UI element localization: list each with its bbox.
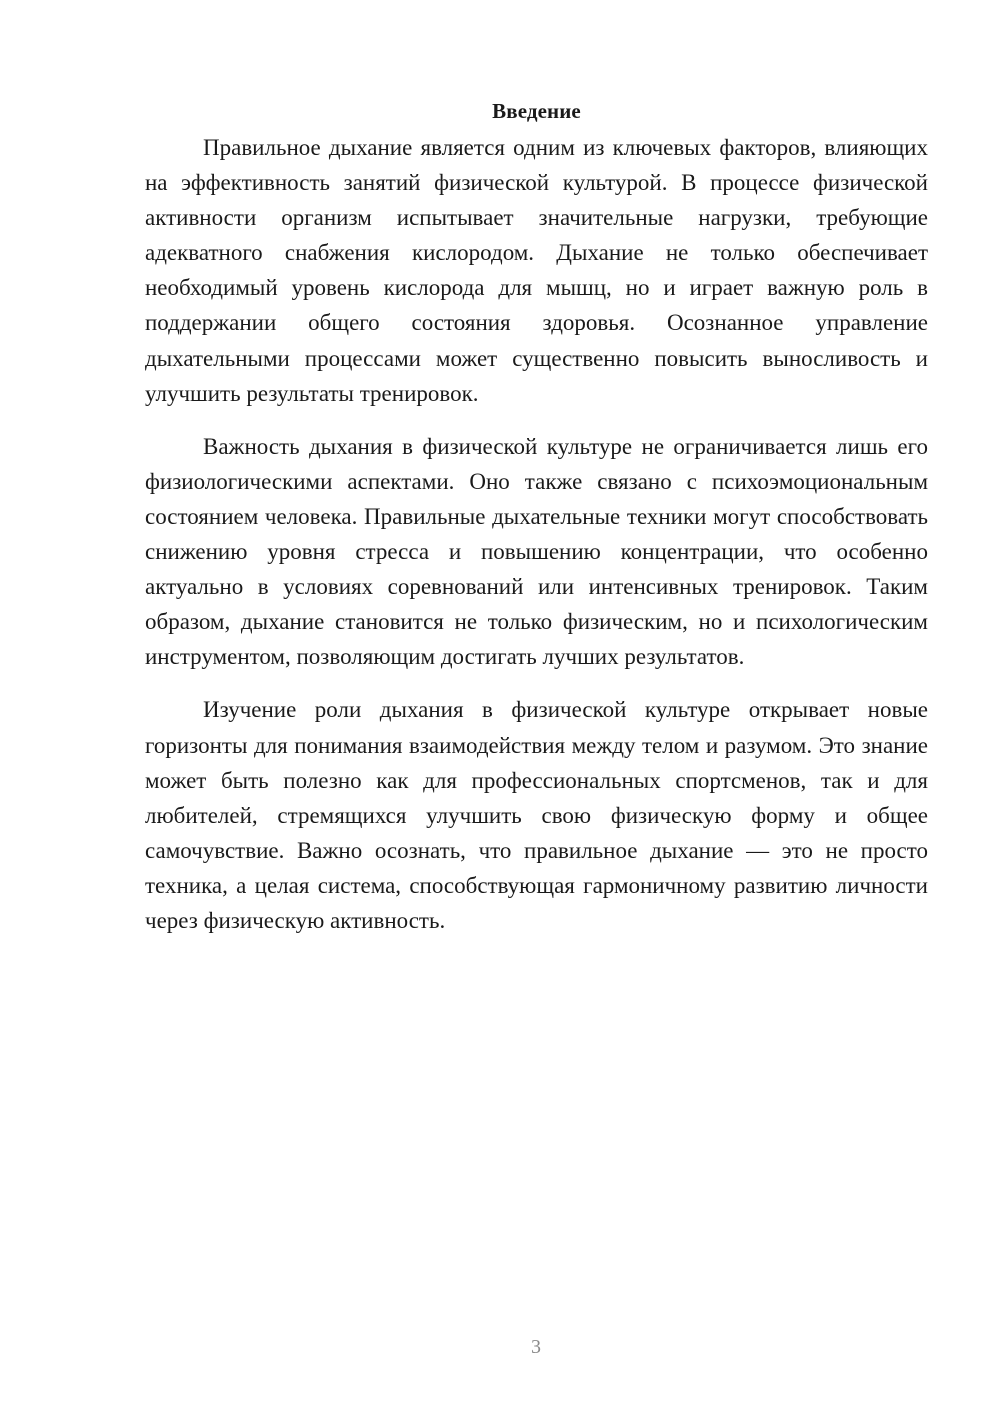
paragraph-1: Правильное дыхание является одним из ключевых факторов, влияющих на эффективность занятий физической культурой. В процессе физической активности организм испытывает значительные нагрузки, требующие адекватного снабжения кислородом. Дыхание не только обеспечивает необходимый уровень кислорода для мышц, но и играет важную роль в поддержании общего состояния здоровья. Осознанное управление дыхательными процессами может существенно повысить выносливость и улучшить результаты тренировок. (145, 135, 928, 406)
page-number: 3 (531, 1336, 541, 1358)
section-heading: Введение (492, 99, 581, 123)
page-content (145, 96, 928, 956)
paragraph-3: Изучение роли дыхания в физической культуре открывает новые горизонты для понимания взаимодействия между телом и разумом. Это знание может быть полезно как для профессиональных спортсменов, так и для любителей, стремящихся улучшить свою физическую форму и общее самочувствие. Важно осознать, что правильное дыхание — это не просто техника, а целая система, способствующая гармоничному развитию личности через физическую активность. (145, 697, 928, 933)
paragraph-2: Важность дыхания в физической культуре не ограничивается лишь его физиологическими аспектами. Оно также связано с психоэмоциональным состоянием человека. Правильные дыхательные техники могут способствовать снижению уровня стресса и повышению концентрации, что особенно актуально в условиях соревнований или интенсивных тренировок. Таким образом, дыхание становится не только физическим, но и психологическим инструментом, позволяющим достигать лучших результатов. (145, 433, 928, 670)
